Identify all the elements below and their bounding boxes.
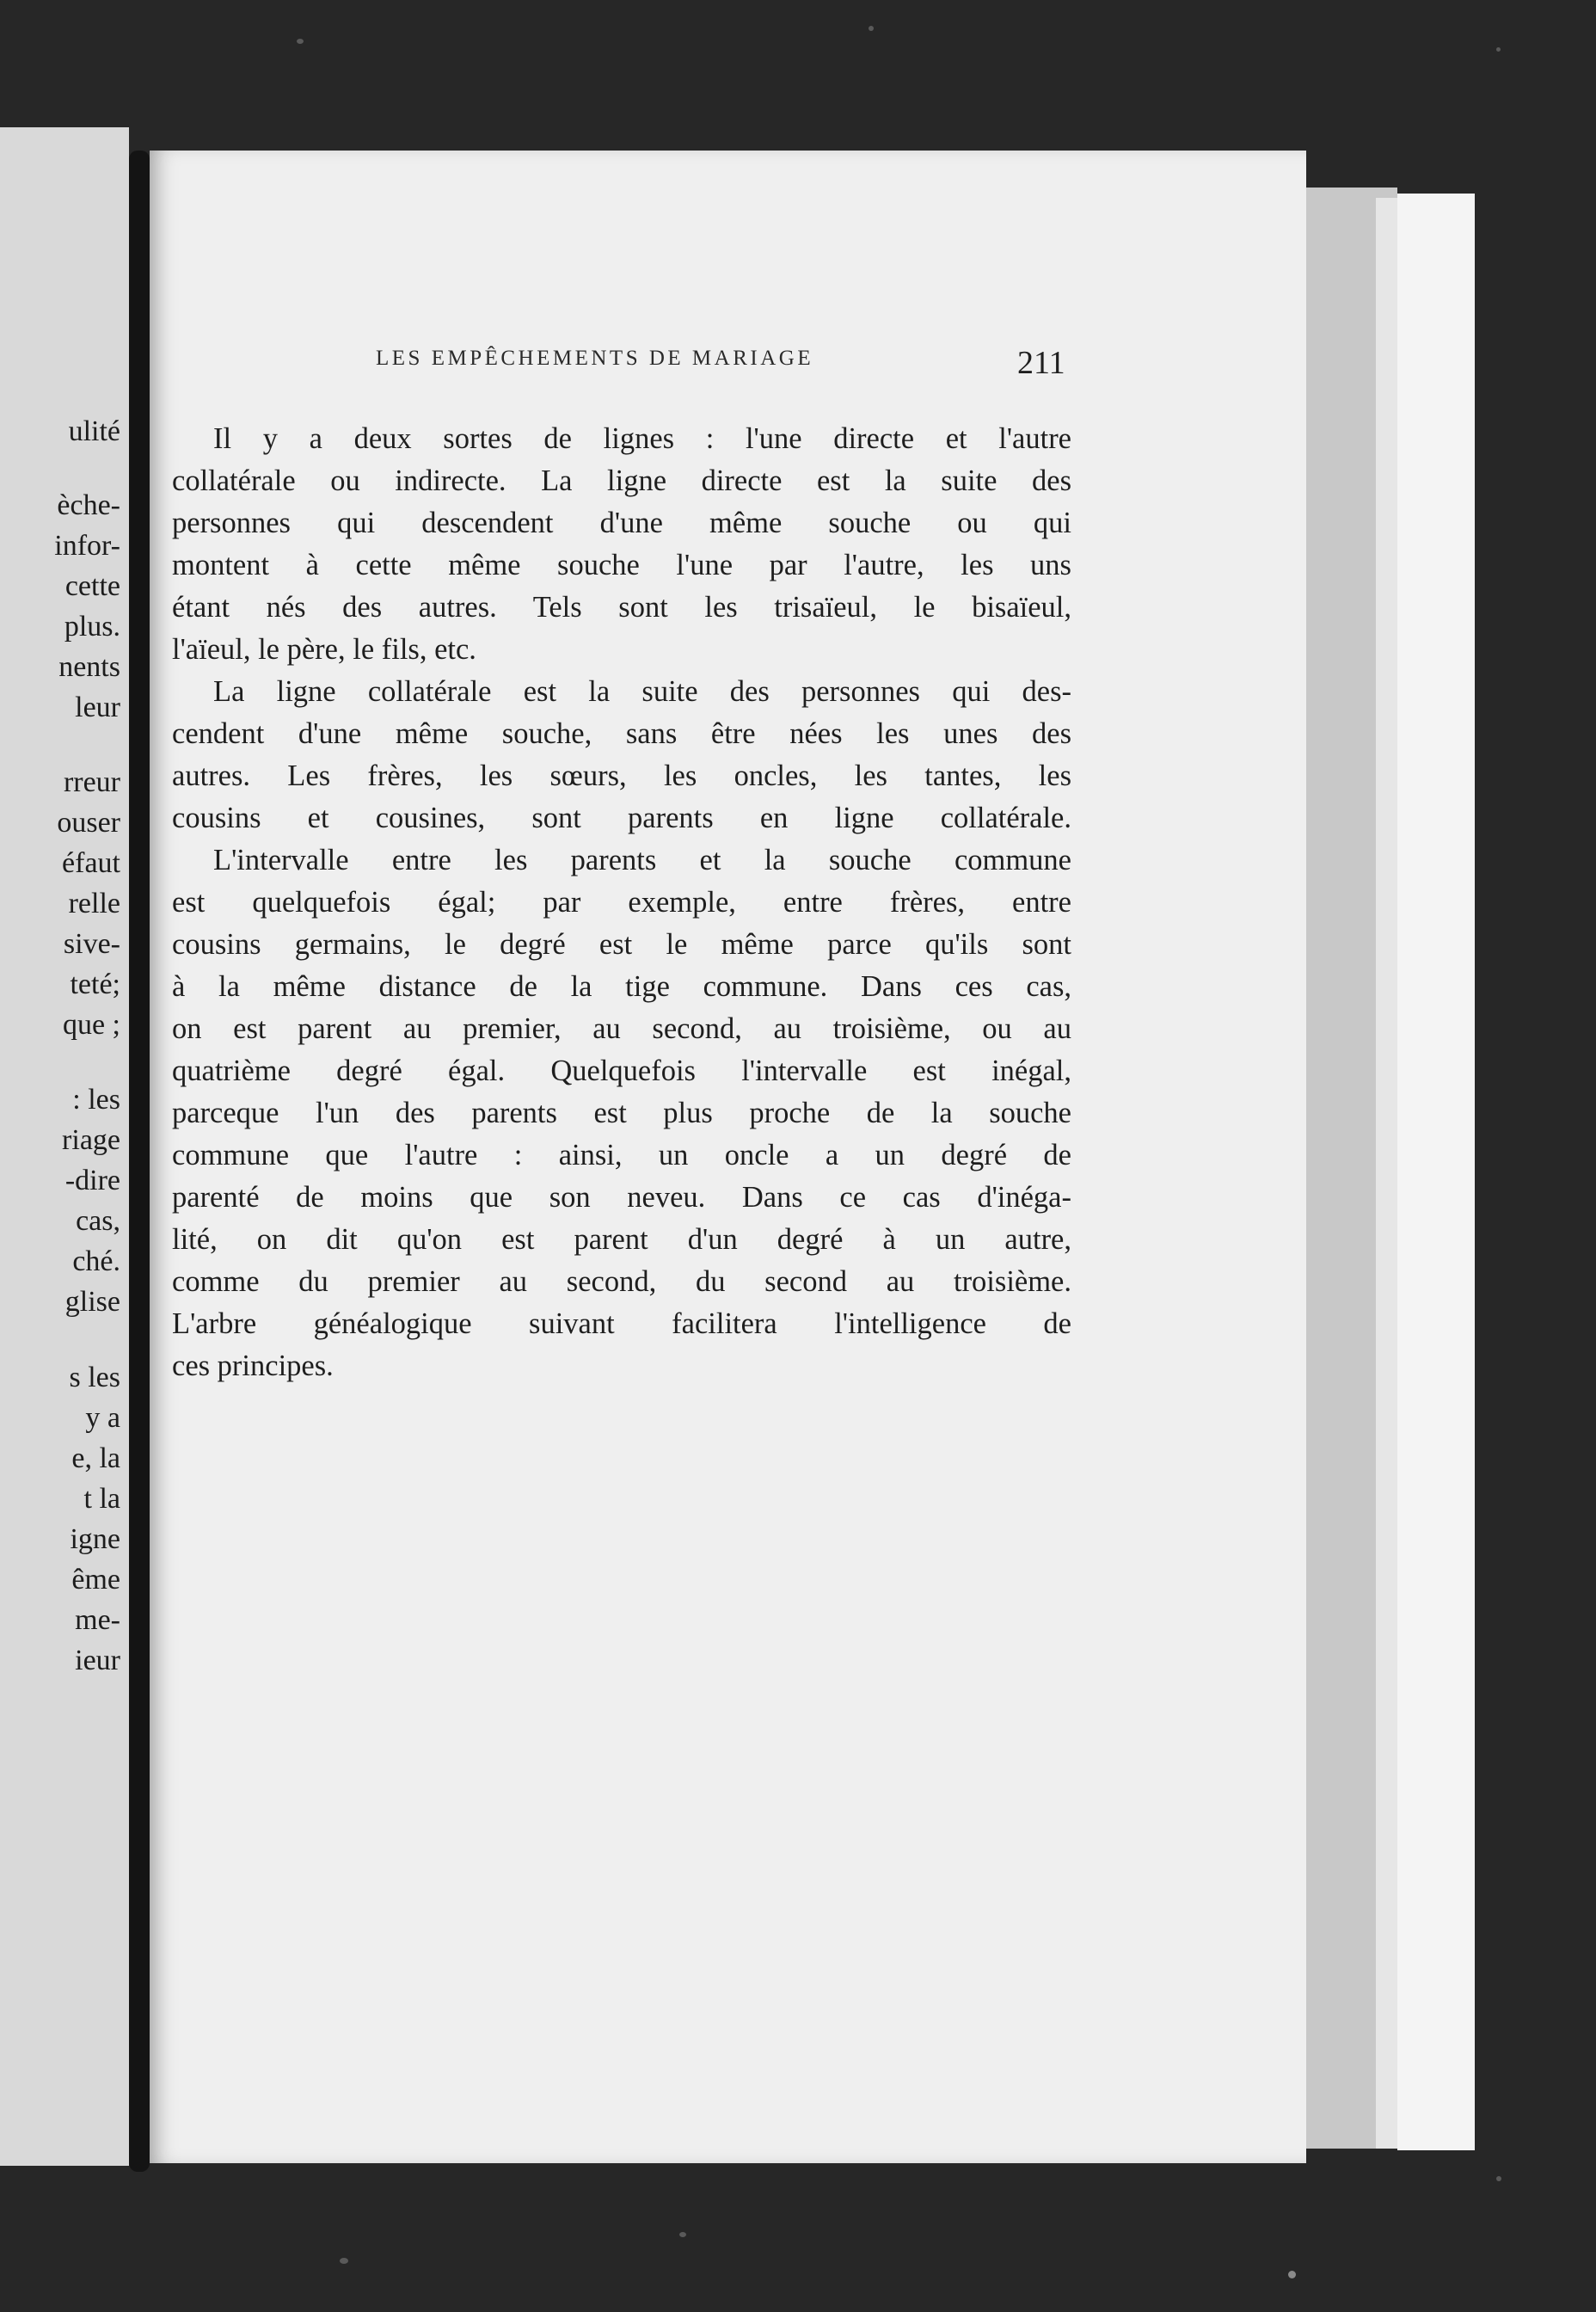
left-page-line-fragment: -dire [64,1165,120,1196]
text-line: cendent d'une même souche, sans être nées les unes des [172,717,1071,750]
text-line: lité, on dit qu'on est parent d'un degré à un autre, [172,1223,1071,1256]
text-line: ces principes. [172,1350,334,1382]
text-line: l'aïeul, le père, le fils, etc. [172,633,476,666]
text-line: cousins et cousines, sont parents en ligne collatérale. [172,802,1071,834]
left-page-line-fragment: cette [64,570,120,602]
left-page-line-fragment: ché. [72,1245,120,1277]
text-line: L'intervalle entre les parents et la souche commune [213,844,1071,876]
left-page-line-fragment: ulité [68,415,120,447]
left-page-line-fragment: s les [69,1362,120,1393]
left-page-line-fragment: y a [85,1402,120,1434]
text-line: comme du premier au second, du second au troisième. [172,1265,1071,1298]
text-line: étant nés des autres. Tels sont les trisaïeul, le bisaïeul, [172,591,1071,624]
left-page-line-fragment: riage [62,1124,120,1156]
text-line: parenté de moins que son neveu. Dans ce cas d'inéga- [172,1181,1071,1214]
left-page-line-fragment: rreur [63,766,120,798]
text-line: montent à cette même souche l'une par l'autre, les uns [172,549,1071,581]
running-head: LES EMPÊCHEMENTS DE MARIAGE [376,347,814,370]
left-page-line-fragment: plus. [64,611,120,643]
text-line: est quelquefois égal; par exemple, entre frères, entre [172,886,1071,919]
left-page-line-fragment: igne [70,1523,120,1555]
text-line: autres. Les frères, les sœurs, les oncles, les tantes, les [172,759,1071,792]
left-page-line-fragment: sive- [63,928,120,960]
left-page-line-fragment: teté; [70,968,120,1000]
text-line: L'arbre généalogique suivant facilitera l'intelligence de [172,1307,1071,1340]
text-line: personnes qui descendent d'une même souche ou qui [172,507,1071,539]
page-number: 211 [1017,345,1065,381]
text-line: cousins germains, le degré est le même parce qu'ils sont [172,928,1071,961]
left-page-line-fragment: éfaut [62,847,120,879]
text-line: commune que l'autre : ainsi, un oncle a un degré de [172,1139,1071,1171]
left-page-line-fragment: : les [72,1084,120,1116]
left-page-line-fragment: ieur [75,1645,120,1676]
left-page-line-fragment: glise [64,1286,120,1318]
text-line: à la même distance de la tige commune. Dans ces cas, [172,970,1071,1003]
left-page-line-fragment: cas, [76,1205,120,1237]
text-line: La ligne collatérale est la suite des personnes qui des- [213,675,1071,708]
left-page-line-fragment: me- [75,1604,120,1636]
text-line: quatrième degré égal. Quelquefois l'intervalle est inégal, [172,1055,1071,1087]
left-page-line-fragment: t la [83,1483,120,1515]
text-line: Il y a deux sortes de lignes : l'une directe et l'autre [213,422,1071,455]
text-line: parceque l'un des parents est plus proche de la souche [172,1097,1071,1129]
left-page-line-fragment: e, la [71,1442,120,1474]
left-page-line-fragment: èche- [57,489,120,521]
left-page-line-fragment: que ; [62,1009,120,1041]
left-page-line-fragment: relle [68,888,120,919]
text-line: collatérale ou indirecte. La ligne directe est la suite des [172,464,1071,497]
left-page-line-fragment: nents [58,651,120,683]
left-page-line-fragment: leur [75,692,120,723]
left-page-line-fragment: infor- [54,530,120,562]
text-line: on est parent au premier, au second, au troisième, ou au [172,1012,1071,1045]
left-page-line-fragment: ouser [57,807,120,839]
left-page-line-fragment: ême [71,1564,120,1596]
